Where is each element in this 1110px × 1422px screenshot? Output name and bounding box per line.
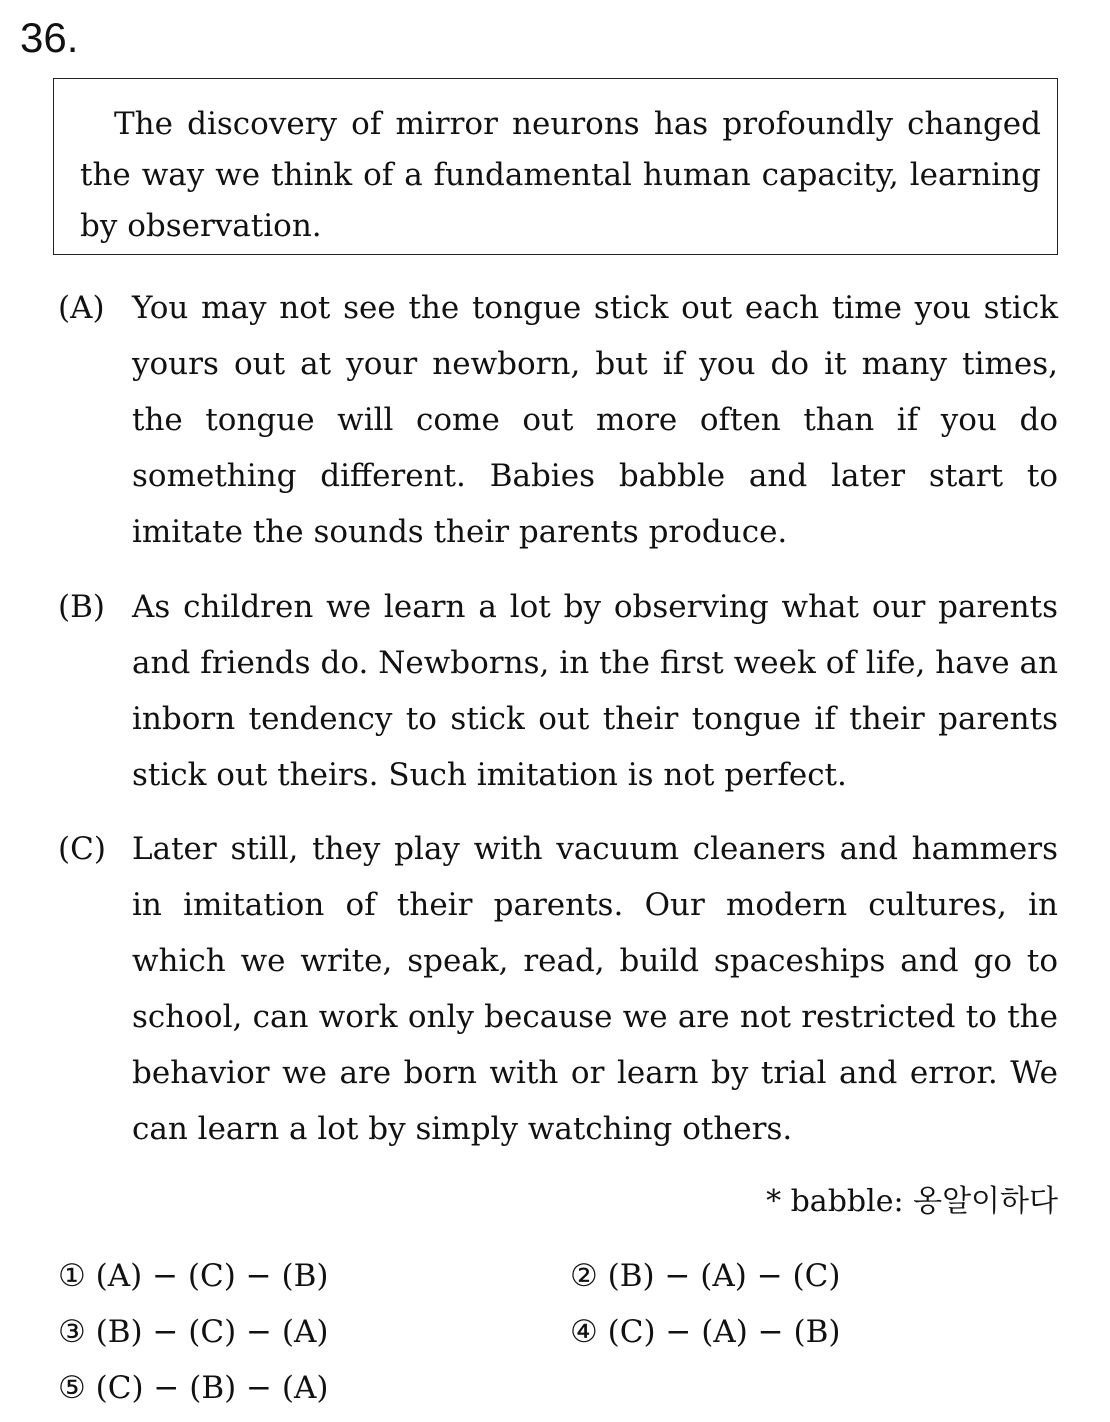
answer-choice-1[interactable]: ① (A) − (C) − (B) xyxy=(58,1258,329,1294)
intro-box xyxy=(53,78,1058,255)
answer-choice-2[interactable]: ② (B) − (A) − (C) xyxy=(570,1258,841,1294)
intro-text: The discovery of mirror neurons has profoundly changed the way we think of a fundamental human capacity, learning by observation. xyxy=(80,106,1041,244)
answer-choice-4[interactable]: ④ (C) − (A) − (B) xyxy=(570,1314,841,1350)
paragraph-a-text: You may not see the tongue stick out each time you stick yours out at your newborn, but if you do it many times, the tongue will come out more often than if you do something different. Babies babble and later start to imitate the sounds their parents produce. xyxy=(132,290,1058,550)
paragraph-c xyxy=(58,821,1058,1157)
answer-choices xyxy=(58,1248,1058,1418)
paragraph-a xyxy=(58,280,1058,560)
paragraph-c-label: (C) xyxy=(58,831,106,867)
paragraph-b-text: As children we learn a lot by observing what our parents and friends do. Newborns, in the first week of life, have an inborn tendency to stick out their tongue if their parents stick out theirs. Such imitation is not perfect. xyxy=(132,589,1058,793)
paragraph-c-text: Later still, they play with vacuum cleaners and hammers in imitation of their parents. Our modern cultures, in which we write, speak, read, build spaceships and go to school, can work only because we are not restricted to the behavior we are born with or learn by trial and error. We can learn a lot by simply watching others. xyxy=(132,831,1058,1147)
footnote: * babble: 옹알이하다 xyxy=(766,1184,1058,1219)
paragraph-a-label: (A) xyxy=(58,290,105,326)
answer-choice-5[interactable]: ⑤ (C) − (B) − (A) xyxy=(58,1370,329,1406)
paragraph-b-label: (B) xyxy=(58,589,105,625)
answer-choice-3[interactable]: ③ (B) − (C) − (A) xyxy=(58,1314,329,1350)
paragraph-b xyxy=(58,579,1058,803)
question-number: 36. xyxy=(20,14,79,61)
